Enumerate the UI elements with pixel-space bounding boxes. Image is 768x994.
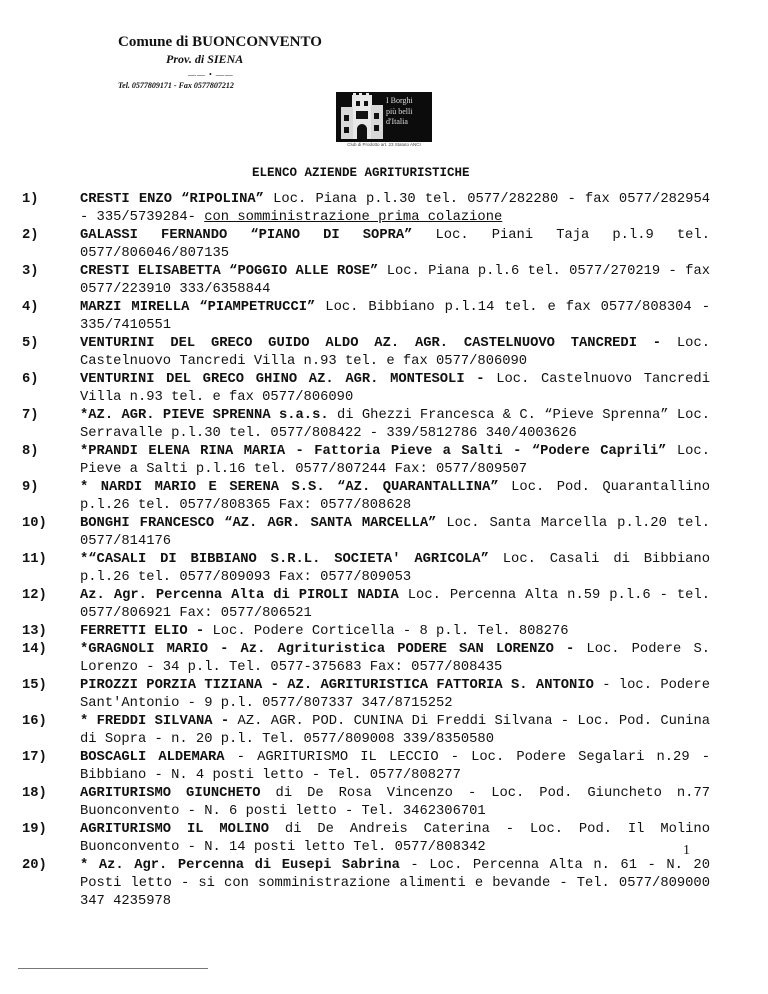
item-details: Loc. Santa Marcella p.l.20 tel. 0577/814176 [80, 516, 710, 549]
item-details: Loc. Casali di Bibbiano p.l.26 tel. 0577/809093 Fax: 0577/809053 [80, 552, 710, 585]
item-number: 20) [22, 858, 47, 873]
farm-list [22, 191, 710, 911]
item-name: PIROZZI PORZIA TIZIANA - AZ. AGRITURISTICA FATTORIA S. ANTONIO [80, 678, 594, 693]
list-item [22, 515, 710, 551]
item-number: 7) [22, 408, 39, 423]
item-name: * FREDDI SILVANA - [80, 714, 230, 729]
item-number: 2) [22, 228, 39, 243]
list-item [22, 335, 710, 371]
item-number: 10) [22, 516, 47, 531]
borghi-logo [336, 92, 432, 148]
item-details: Loc. Pod. Quarantallino p.l.26 tel. 0577/808365 Fax: 0577/808628 [80, 480, 710, 513]
item-details: - Loc. Percenna Alta n. 61 - N. 20 Posti letto - si con somministrazione alimenti e bevande - Tel. 0577/809000 347 4235978 [80, 858, 710, 909]
item-name: Az. Agr. Percenna Alta di PIROLI NADIA [80, 588, 399, 603]
item-details: Loc. Castelnuovo Tancredi Villa n.93 tel. e fax 0577/806090 [80, 372, 710, 405]
item-name: *PRANDI ELENA RINA MARIA - Fattoria Pieve a Salti - “Podere Caprili” [80, 444, 667, 459]
footer-rule [18, 968, 208, 969]
document-title: ELENCO AZIENDE AGRITURISTICHE [252, 166, 470, 180]
logo-wordmark [386, 96, 430, 128]
item-number: 6) [22, 372, 39, 387]
item-name: CRESTI ENZO “RIPOLINA” [80, 192, 264, 207]
logo-line-1: I Borghi [386, 96, 413, 105]
item-details: Loc. Percenna Alta n.59 p.l.6 - tel. 0577/806921 Fax: 0577/806521 [80, 588, 711, 621]
item-number: 18) [22, 786, 47, 801]
town-icon [339, 93, 385, 141]
item-name: FERRETTI ELIO - [80, 624, 205, 639]
item-details: Loc. Piana p.l.30 tel. 0577/282280 - fax 0577/282954 - 335/5739284- [80, 192, 711, 225]
list-item [22, 479, 710, 515]
logo-caption: Club di Prodotto art. 23 Statuto ANCI [347, 142, 421, 147]
item-name: *“CASALI DI BIBBIANO S.R.L. SOCIETA' AGRICOLA” [80, 552, 489, 567]
item-number: 19) [22, 822, 47, 837]
item-name: * NARDI MARIO E SERENA S.S. “AZ. QUARANTALLINA” [80, 480, 499, 495]
item-name: *AZ. AGR. PIEVE SPRENNA s.a.s. [80, 408, 329, 423]
list-item [22, 299, 710, 335]
item-number: 16) [22, 714, 47, 729]
item-details: Loc. Castelnuovo Tancredi Villa n.93 tel. e fax 0577/806090 [80, 336, 711, 369]
item-details: Loc. Piana p.l.6 tel. 0577/270219 - fax 0577/223910 333/6358844 [80, 264, 711, 297]
list-item [22, 551, 710, 587]
list-item [22, 713, 710, 749]
item-name: AGRITURISMO GIUNCHETO [80, 786, 261, 801]
item-details: di Ghezzi Francesca & C. “Pieve Sprenna” Loc. Serravalle p.l.30 tel. 0577/808422 - 339/5812786 340/4003626 [80, 408, 710, 441]
item-name: VENTURINI DEL GRECO GUIDO ALDO AZ. AGR. CASTELNUOVO TANCREDI - [80, 336, 662, 351]
item-name: *GRAGNOLI MARIO - Az. Agrituristica PODERE SAN LORENZO - [80, 642, 575, 657]
item-number: 8) [22, 444, 39, 459]
item-name: CRESTI ELISABETTA “POGGIO ALLE ROSE” [80, 264, 379, 279]
item-details: Loc. Podere Corticella - 8 p.l. Tel. 808276 [204, 624, 569, 639]
item-name: AGRITURISMO IL MOLINO [80, 822, 270, 837]
list-item [22, 407, 710, 443]
list-item [22, 443, 710, 479]
item-number: 4) [22, 300, 39, 315]
list-item [22, 263, 710, 299]
item-details: - AGRITURISMO IL LECCIO - Loc. Podere Segalari n.29 - Bibbiano - N. 4 posti letto - Tel. 0577/808277 [80, 750, 710, 783]
item-number: 5) [22, 336, 39, 351]
list-item [22, 857, 710, 911]
item-details: - loc. Podere Sant'Antonio - 9 p.l. 0577/807337 347/8715252 [80, 678, 710, 711]
item-number: 17) [22, 750, 47, 765]
item-details: Loc. Piani Taja p.l.9 tel. 0577/806046/807135 [80, 228, 710, 261]
header-contacts: Tel. 0577809171 - Fax 0577807212 [118, 81, 234, 90]
item-details: di De Andreis Caterina - Loc. Pod. Il Molino Buonconvento - N. 14 posti letto Tel. 0577/808342 [80, 822, 710, 855]
item-number: 15) [22, 678, 47, 693]
list-item [22, 641, 710, 677]
item-number: 3) [22, 264, 39, 279]
item-details: Loc. Pieve a Salti p.l.16 tel. 0577/807244 Fax: 0577/809507 [80, 444, 710, 477]
list-item [22, 821, 710, 857]
list-item [22, 749, 710, 785]
list-item [22, 677, 710, 713]
item-details: AZ. AGR. POD. CUNINA Di Freddi Silvana - Loc. Pod. Cunina di Sopra - n. 20 p.l. Tel. 0577/809008 339/8350580 [80, 714, 711, 747]
list-item [22, 623, 710, 641]
province-name: Prov. di SIENA [166, 52, 244, 66]
item-name: GALASSI FERNANDO “PIANO DI SOPRA” [80, 228, 413, 243]
item-details: di De Rosa Vincenzo - Loc. Pod. Giuncheto n.77 Buonconvento - N. 6 posti letto - Tel. 3462306701 [80, 786, 710, 819]
municipality-name: Comune di BUONCONVENTO [118, 34, 322, 50]
item-number: 11) [22, 552, 47, 567]
item-name: BOSCAGLI ALDEMARA [80, 750, 225, 765]
item-name: VENTURINI DEL GRECO GHINO AZ. AGR. MONTESOLI - [80, 372, 485, 387]
logo-line-2: più belli [386, 106, 413, 116]
item-number: 9) [22, 480, 39, 495]
item-name: MARZI MIRELLA “PIAMPETRUCCI” [80, 300, 316, 315]
item-details: Loc. Podere S. Lorenzo - 34 p.l. Tel. 0577-375683 Fax: 0577/808435 [80, 642, 710, 675]
item-number: 1) [22, 192, 39, 207]
page-number: 1 [683, 843, 690, 858]
item-details: Loc. Bibbiano p.l.14 tel. e fax 0577/808304 - 335/7410551 [80, 300, 711, 333]
list-item [22, 371, 710, 407]
letterhead [100, 34, 360, 90]
list-item [22, 227, 710, 263]
logo-background [336, 92, 432, 142]
item-note: con somministrazione prima colazione [204, 210, 503, 225]
item-number: 14) [22, 642, 47, 657]
list-item [22, 191, 710, 227]
item-number: 12) [22, 588, 47, 603]
logo-line-3: d'Italia [386, 117, 408, 126]
list-item [22, 785, 710, 821]
list-item [22, 587, 710, 623]
item-name: BONGHI FRANCESCO “AZ. AGR. SANTA MARCELLA” [80, 516, 437, 531]
item-name: * Az. Agr. Percenna di Eusepi Sabrina [80, 858, 400, 873]
header-ornament: —— • —— [188, 70, 234, 79]
item-number: 13) [22, 624, 47, 639]
